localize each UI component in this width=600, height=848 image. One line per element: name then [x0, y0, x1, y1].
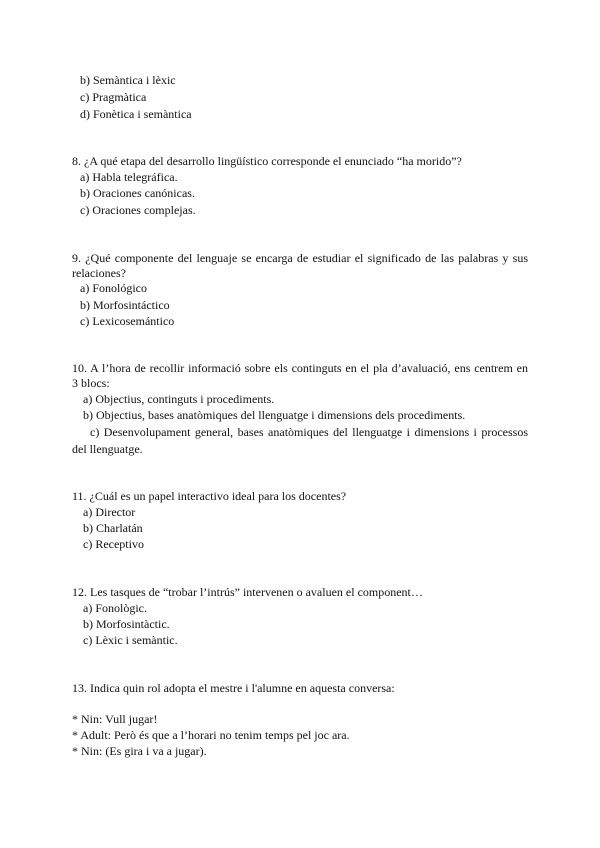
q8-option-a: a) Habla telegráfica. — [80, 170, 178, 184]
q11-option-a: a) Director — [83, 505, 136, 519]
q13-dialogue-line: * Nin: Vull jugar! — [72, 712, 158, 726]
q7-option-c: c) Pragmàtica — [80, 90, 147, 104]
q9-question-line2: relaciones? — [72, 266, 126, 280]
q10-question-line2: 3 blocs: — [72, 376, 110, 390]
q12-option-a: a) Fonològic. — [83, 601, 147, 615]
q9-option-a: a) Fonológico — [80, 281, 147, 295]
q9-option-b: b) Morfosintáctico — [80, 298, 170, 312]
q12-option-c: c) Lèxic i semàntic. — [83, 633, 178, 647]
q11-option-c: c) Receptivo — [83, 537, 144, 551]
q10-option-c-cont: del llenguatge. — [72, 442, 143, 456]
q10-question-line1: 10. A l’hora de recollir informació sobre els continguts en el pla d’avaluació, ens centrem en — [72, 361, 528, 375]
q13-dialogue-line: * Adult: Però és que a l’horari no tenim temps pel joc ara. — [72, 728, 350, 742]
q7-option-d: d) Fonètica i semàntica — [80, 107, 192, 121]
q11-option-b: b) Charlatán — [83, 521, 143, 535]
q12-question: 12. Les tasques de “trobar l’intrús” intervenen o avaluen el component… — [72, 585, 423, 599]
q8-question: 8. ¿A qué etapa del desarrollo lingüístico corresponde el enunciado “ha morido”? — [72, 154, 462, 168]
q11-question: 11. ¿Cuál es un papel interactivo ideal para los docentes? — [72, 489, 347, 503]
q8-option-b: b) Oraciones canónicas. — [80, 186, 195, 200]
q10-option-c: c) Desenvolupament general, bases anatòmiques del llenguatge i dimensions i processos — [90, 425, 528, 439]
q8-option-c: c) Oraciones complejas. — [80, 203, 196, 217]
q9-option-c: c) Lexicosemántico — [80, 314, 175, 328]
q13-dialogue-line: * Nin: (Es gira i va a jugar). — [72, 744, 207, 758]
q9-question-line1: 9. ¿Qué componente del lenguaje se encarga de estudiar el significado de las palabras y sus — [72, 251, 528, 265]
q10-option-b: b) Objectius, bases anatòmiques del llenguatge i dimensions dels procediments. — [83, 408, 466, 422]
q10-option-a: a) Objectius, continguts i procediments. — [83, 392, 275, 406]
q13-question: 13. Indica quin rol adopta el mestre i l'alumne en aquesta conversa: — [72, 681, 395, 695]
q7-option-b: b) Semàntica i lèxic — [80, 73, 176, 87]
q12-option-b: b) Morfosintàctic. — [83, 617, 170, 631]
